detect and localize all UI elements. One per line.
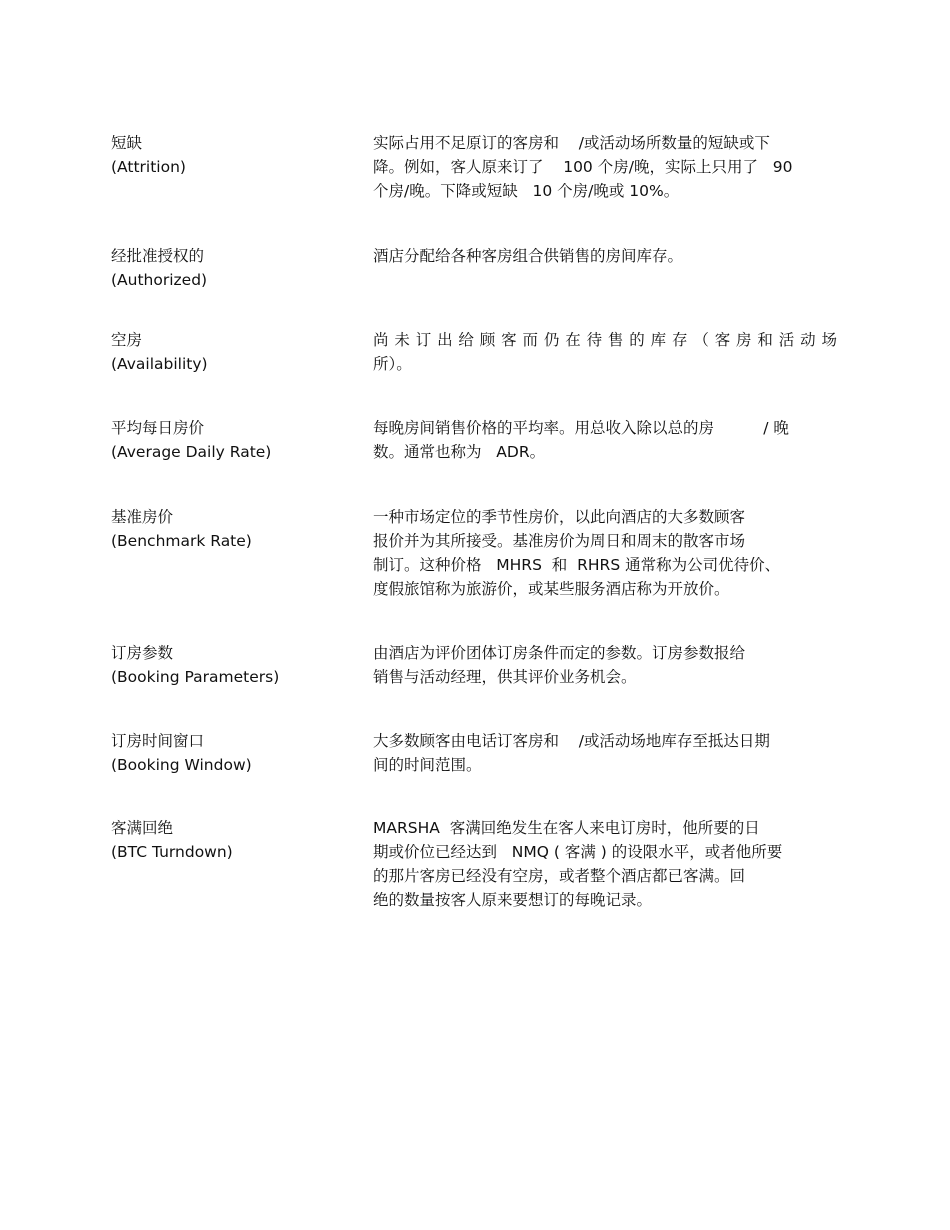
definition-line: 间的时间范围。 [373, 756, 482, 774]
definition-line: 销售与活动经理，供其评价业务机会。 [373, 668, 637, 686]
term-chinese: 客满回绝 [111, 819, 174, 837]
definition [373, 816, 837, 912]
definition-line: 大多数顾客由电话订客房和 /或活动场地库存至抵达日期 [373, 732, 770, 750]
term-english: (Booking Window) [111, 756, 252, 774]
definition-line: 期或价位已经达到 NMQ ( 客满 ) 的设限水平，或者他所要 [373, 843, 783, 861]
term-chinese: 平均每日房价 [111, 419, 205, 437]
term [111, 416, 351, 464]
term [111, 505, 351, 553]
definition-line: 个房/晚。下降或短缺 10 个房/晚或 10%。 [373, 182, 680, 200]
definition-line: MARSHA 客满回绝发生在客人来电订房时，他所要的日 [373, 819, 760, 837]
definition [373, 244, 837, 268]
definition [373, 729, 837, 777]
term [111, 131, 351, 179]
term [111, 244, 351, 292]
definition-line: 酒店分配给各种客房组合供销售的房间库存。 [373, 247, 684, 265]
term-english: (Booking Parameters) [111, 668, 280, 686]
definition-line: 的那片客房已经没有空房，或者整个酒店都已客满。回 [373, 867, 746, 885]
term-english: (Attrition) [111, 158, 186, 176]
definition-line: 由酒店为评价团体订房条件而定的参数。订房参数报给 [373, 644, 746, 662]
definition-line: 度假旅馆称为旅游价，或某些服务酒店称为开放价。 [373, 580, 730, 598]
term [111, 641, 351, 689]
definition-line: 绝的数量按客人原来要想订的每晚记录。 [373, 891, 653, 909]
definition [373, 328, 837, 376]
definition-line: 实际占用不足原订的客房和 /或活动场所数量的短缺或下 [373, 134, 770, 152]
definition-line: 降。例如，客人原来订了 100 个房/晚，实际上只用了 90 [373, 158, 793, 176]
term [111, 328, 351, 376]
definition-line: 报价并为其所接受。基准房价为周日和周末的散客市场 [373, 532, 746, 550]
definition-line: 尚未订出给顾客而仍在待售的库存（客房和活动场 [373, 331, 837, 349]
term-chinese: 短缺 [111, 134, 143, 152]
term-chinese: 经批准授权的 [111, 247, 205, 265]
term [111, 729, 351, 777]
definition-line: 每晚房间销售价格的平均率。用总收入除以总的房 / 晚 [373, 419, 789, 437]
term-chinese: 订房参数 [111, 644, 174, 662]
term-chinese: 空房 [111, 331, 143, 349]
definition-line: 所）。 [373, 355, 412, 373]
term-chinese: 基准房价 [111, 508, 174, 526]
term-english: (BTC Turndown) [111, 843, 233, 861]
definition-line: 数。通常也称为 ADR。 [373, 443, 546, 461]
definition [373, 641, 837, 689]
term-english: (Benchmark Rate) [111, 532, 252, 550]
term-english: (Average Daily Rate) [111, 443, 272, 461]
definition [373, 131, 837, 203]
term-english: (Authorized) [111, 271, 208, 289]
definition [373, 505, 837, 601]
definition [373, 416, 837, 464]
term-chinese: 订房时间窗口 [111, 732, 205, 750]
term [111, 816, 351, 864]
definition-line: 制订。这种价格 MHRS 和 RHRS 通常称为公司优待价、 [373, 556, 781, 574]
term-english: (Availability) [111, 355, 208, 373]
definition-line: 一种市场定位的季节性房价，以此向酒店的大多数顾客 [373, 508, 746, 526]
